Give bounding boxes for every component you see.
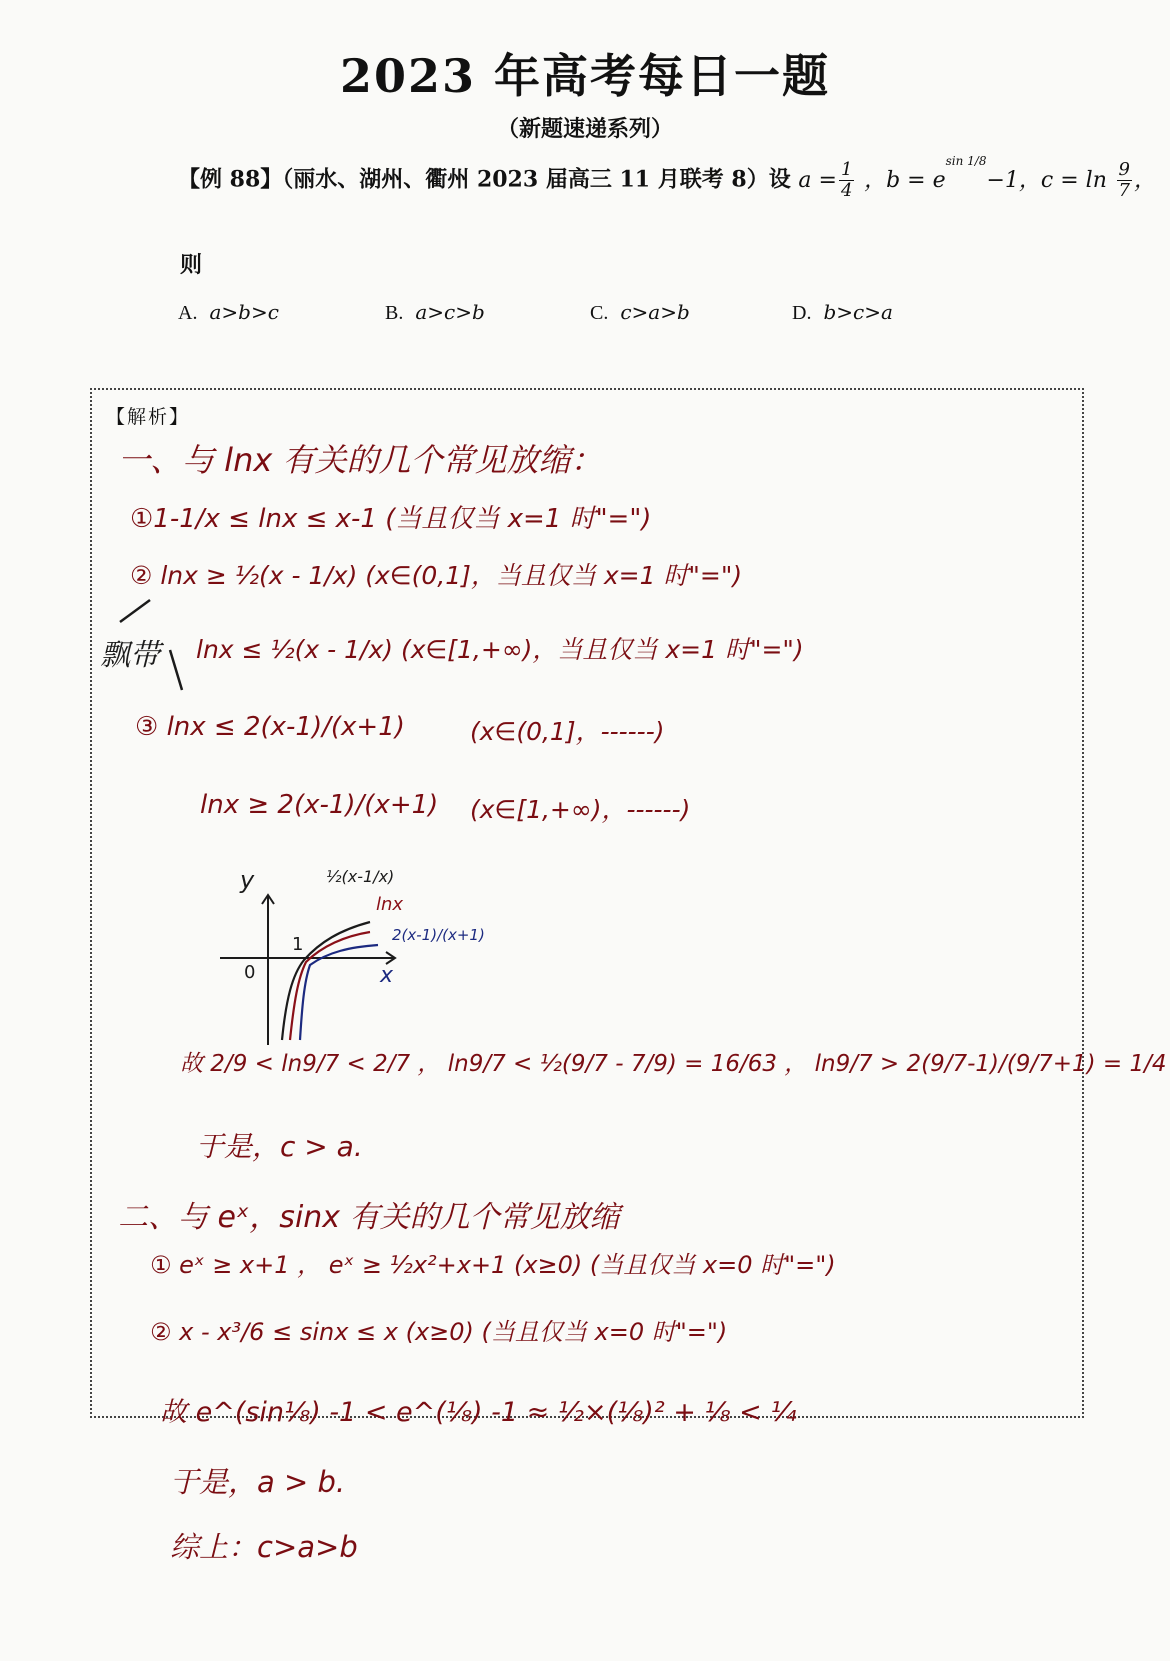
section1-item3b-right: (x∈[1,+∞)，------)	[470, 795, 691, 824]
b-exponent	[946, 154, 987, 168]
section2-title: 二、与 eˣ，sinx 有关的几个常见放缩	[118, 1200, 620, 1235]
problem-statement	[178, 154, 1157, 201]
choice-c[interactable]	[590, 300, 690, 325]
page-title: 2023 年高考每日一题	[339, 49, 831, 103]
a-numerator: 1	[840, 159, 853, 180]
side-note: 飘带	[100, 638, 160, 673]
conclusion2: 故 e^(sin⅛) -1 < e^(⅛) -1 ≈ ½×(⅛)² + ⅛ < ¼	[160, 1397, 797, 1428]
then-label: 则	[180, 252, 203, 278]
a-definition	[798, 159, 856, 201]
curve3-label: 2(x-1)/(x+1)	[392, 926, 485, 944]
b-suffix: −1，c = ln	[986, 167, 1107, 193]
curve1-label: ½(x-1/x)	[326, 867, 395, 886]
origin-label: 0	[244, 962, 256, 983]
choice-c-letter: C.	[590, 302, 609, 324]
c-suffix: ，	[1134, 167, 1157, 193]
choice-b[interactable]	[385, 300, 485, 325]
page-subtitle: （新题速递系列）	[496, 116, 673, 142]
x-axis-label: x	[380, 963, 394, 988]
choice-a-letter: A.	[178, 302, 198, 324]
c-denominator: 7	[1118, 180, 1130, 201]
c-definition	[1115, 159, 1157, 201]
problem-label: 【例 88】	[178, 166, 283, 193]
curve-rational	[300, 945, 378, 1040]
section1-item2b: lnx ≤ ½(x - 1/x) (x∈[1,+∞)，当且仅当 x=1 时"=")	[196, 635, 804, 664]
conclusion1: 故 2/9 < ln9/7 < 2/7 ， ln9/7 < ½(9/7 - 7/9) = 16/63 ， ln9/7 > 2(9/7-1)/(9/7+1) = 1/4	[180, 1051, 1167, 1077]
c-numerator: 9	[1118, 159, 1130, 180]
curve2-label: lnx	[376, 894, 404, 915]
y-axis-label: y	[240, 866, 255, 894]
c-fraction	[1117, 160, 1132, 201]
problem-source: （丽水、湖州、衢州 2023 届高三 11 月联考 8）设	[282, 166, 791, 193]
choice-d-letter: D.	[792, 302, 812, 324]
choice-b-expr: a>c>b	[415, 300, 485, 324]
b-exp-frac: 1/8	[967, 154, 987, 168]
section2-item2: ② x - x³/6 ≤ sinx ≤ x (x≥0) (当且仅当 x=0 时"=")	[150, 1318, 728, 1346]
choice-b-letter: B.	[385, 302, 404, 324]
choice-d[interactable]	[792, 300, 893, 325]
b-exp-sin: sin	[945, 154, 964, 168]
conclusion2b: 于是，a > b.	[170, 1465, 346, 1499]
conclusion1b: 于是，c > a.	[196, 1130, 363, 1163]
section1-item3a-right: (x∈(0,1]，------)	[470, 717, 665, 746]
section1-title: 一、与 lnx 有关的几个常见放缩：	[118, 441, 603, 479]
one-label: 1	[292, 934, 304, 955]
function-sketch	[220, 866, 490, 1050]
a-denominator: 4	[840, 180, 853, 201]
b-definition	[864, 154, 1107, 193]
a-fraction	[839, 160, 854, 201]
section2-item1: ① eˣ ≥ x+1 ， eˣ ≥ ½x²+x+1 (x≥0) (当且仅当 x=0 时"=")	[150, 1251, 836, 1279]
section1-item3b-left: lnx ≥ 2(x-1)/(x+1)	[200, 790, 439, 820]
solution-label: 【解析】	[106, 406, 191, 428]
choice-a[interactable]	[178, 300, 279, 325]
section1-item1: ①1-1/x ≤ lnx ≤ x-1 (当且仅当 x=1 时"=")	[130, 504, 652, 534]
final-answer: 综上：c>a>b	[170, 1530, 358, 1564]
a-prefix: a =	[798, 167, 837, 193]
section1-item2a: ② lnx ≥ ½(x - 1/x) (x∈(0,1]，当且仅当 x=1 时"=")	[130, 561, 743, 590]
section1-item3a-left: ③ lnx ≤ 2(x-1)/(x+1)	[135, 712, 405, 742]
choice-d-expr: b>c>a	[823, 300, 893, 324]
choice-c-expr: c>a>b	[620, 300, 690, 324]
b-prefix: ，b = e	[864, 167, 946, 193]
choice-a-expr: a>b>c	[209, 300, 279, 324]
